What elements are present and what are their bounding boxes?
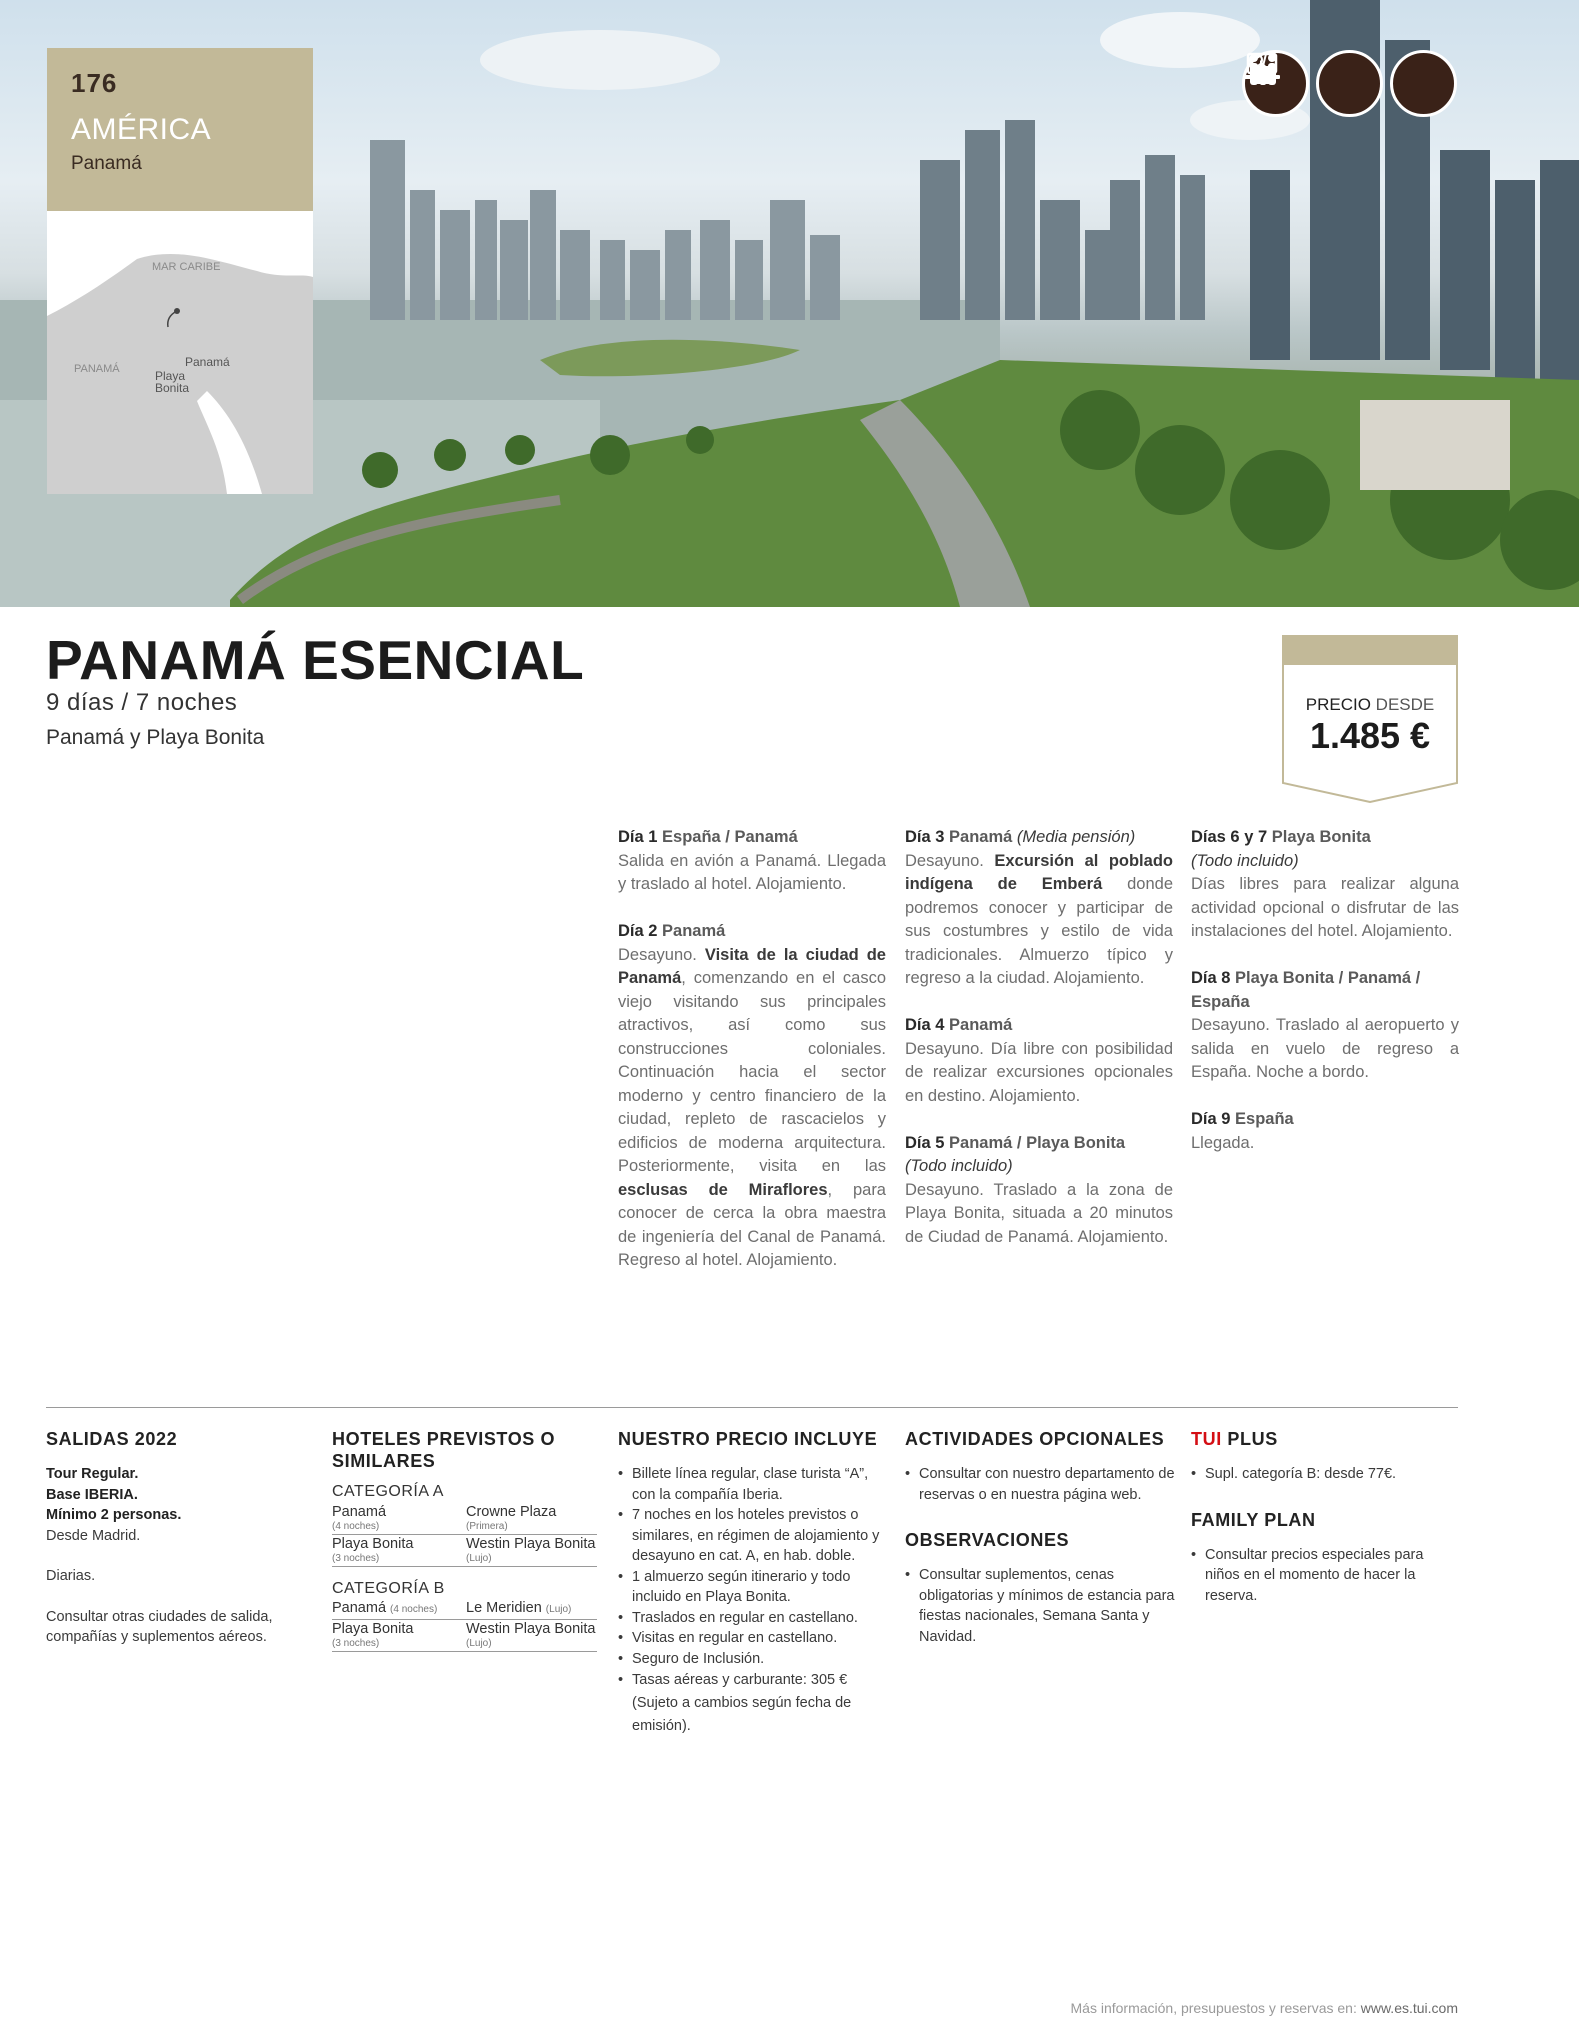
list-item: • 1 almuerzo según itinerario y todo incluido en Playa Bonita.: [618, 1567, 888, 1608]
itinerary-column-1: [618, 826, 886, 1296]
table-row: Playa Bonita (3 noches) Westin Playa Bonita (Lujo): [332, 1534, 597, 1566]
itinerary-day-8: Día 8 Playa Bonita / Panamá / España Desayuno. Traslado al aeropuerto y salida en vuelo de regreso a España. Noche a bordo.: [1191, 969, 1459, 1081]
family-icon: [1390, 50, 1457, 117]
trip-title: PANAMÁ ESENCIAL: [46, 629, 585, 691]
actividades-heading: ACTIVIDADES OPCIONALES: [905, 1429, 1165, 1449]
itinerary-column-3: [1191, 826, 1459, 1179]
location-map: [47, 211, 313, 494]
itinerary-column-2: [905, 826, 1173, 1273]
list-item: • Visitas en regular en castellano.: [618, 1628, 888, 1649]
map-label-playa-bonita: Playa Bonita: [155, 369, 190, 395]
footer-contact: Más información, presupuestos y reservas en: www.es.tui.com: [1070, 2000, 1458, 2016]
list-item: • Consultar precios especiales para niños en el momento de hacer la reserva.: [1191, 1545, 1461, 1607]
hoteles-heading: HOTELES PREVISTOS O SIMILARES: [332, 1429, 556, 1471]
itinerary-day-2: Día 2 Panamá Desayuno. Visita de la ciudad de Panamá, comenzando en el casco viejo visitando sus principales atractivos, así como sus construcciones coloniales. Continuación hacia el sector moderno y centro financiero de la ciudad, repleto de rascacielos y edificios de moderna arquitectura. Posteriormente, visita en las esclusas de Miraflores, para conocer de cerca la obra maestra de ingeniería del Canal de Panamá. Regreso al hotel. Alojamiento.: [618, 922, 886, 1269]
list-item: • Billete línea regular, clase turista “A”, con la compañía Iberia.: [618, 1464, 888, 1505]
footer-website-link[interactable]: www.es.tui.com: [1360, 2000, 1458, 2016]
list-item: • Consultar suplementos, cenas obligatorias y mínimos de estancia para fiestas nacionales, Semana Santa y Navidad.: [905, 1565, 1175, 1647]
itinerary-day-5: Día 5 Panamá / Playa Bonita (Todo incluido) Desayuno. Traslado a la zona de Playa Bonita, situada a 20 minutos de Ciudad de Panamá. Alojamiento.: [905, 1133, 1173, 1246]
list-item: • Seguro de Inclusión.: [618, 1649, 888, 1670]
table-row: Panamá (4 noches) Crowne Plaza (Primera): [332, 1503, 597, 1535]
family-plan-heading: FAMILY PLAN: [1191, 1509, 1316, 1530]
trip-route: Panamá y Playa Bonita: [46, 726, 265, 749]
panama-map-shape: [47, 211, 313, 494]
page-number: 176: [71, 68, 118, 98]
hotel-table-b: [332, 1599, 597, 1652]
hotel-category-a: CATEGORÍA A: [332, 1483, 444, 1500]
hotel-table-a: [332, 1503, 597, 1567]
list-item: • Consultar con nuestro departamento de reservas o en nuestra página web.: [905, 1464, 1175, 1505]
itinerary-day-3: Día 3 Panamá (Media pensión) Desayuno. Excursión al poblado indígena de Emberá donde podremos conocer y participar de sus costumbres y estilo de vida tradicionales. Almuerzo típico y regreso a la ciudad. Alojamiento.: [905, 828, 1173, 987]
price-label: PRECIO DESDE: [1305, 695, 1435, 714]
tuiplus-heading: TUI PLUS: [1191, 1429, 1278, 1449]
itinerary-day-1: Día 1 España / Panamá Salida en avión a Panamá. Llegada y traslado al hotel. Alojamiento.: [618, 828, 886, 893]
trip-duration: 9 días / 7 noches: [46, 689, 238, 716]
list-item: • Tasas aéreas y carburante: 305 € (Sujeto a cambios según fecha de emisión).: [618, 1669, 888, 1738]
hoteles-section: [332, 1428, 602, 1652]
actividades-section: [905, 1428, 1175, 1647]
section-divider: [46, 1407, 1458, 1408]
region-tag: [47, 48, 313, 211]
list-item: • Supl. categoría B: desde 77€.: [1191, 1464, 1461, 1485]
region-name: AMÉRICA: [71, 113, 212, 146]
incluye-heading: NUESTRO PRECIO INCLUYE: [618, 1429, 878, 1449]
map-label-country: PANAMÁ: [74, 363, 120, 375]
map-label-city-panama: Panamá: [185, 355, 230, 369]
map-label-sea: MAR CARIBE: [152, 261, 221, 273]
cocktail-all-inclusive-icon: [1316, 50, 1383, 117]
salidas-heading: SALIDAS 2022: [46, 1429, 178, 1449]
observaciones-heading: OBSERVACIONES: [905, 1530, 1070, 1550]
table-row: Panamá (4 noches) Le Meridien (Lujo): [332, 1599, 597, 1620]
price-badge: [1282, 635, 1458, 803]
itinerary-day-4: Día 4 Panamá Desayuno. Día libre con posibilidad de realizar excursiones opcionales en destino. Alojamiento.: [905, 1016, 1173, 1105]
table-row: Playa Bonita (3 noches) Westin Playa Bonita (Lujo): [332, 1620, 597, 1652]
itinerary-day-6-7: Días 6 y 7 Playa Bonita (Todo incluido) Días libres para realizar alguna actividad opcional o disfrutar de las instalaciones del hotel. Alojamiento.: [1191, 828, 1459, 940]
list-item: • 7 noches en los hoteles previstos o similares, en régimen de alojamiento y desayuno en cat. A, en hab. doble.: [618, 1505, 888, 1567]
price-value: 1.485 €: [1309, 715, 1431, 756]
list-item: • Traslados en regular en castellano.: [618, 1608, 888, 1629]
country-name: Panamá: [71, 153, 142, 174]
trip-feature-icons: [1242, 50, 1457, 117]
hero-photo-panama-city: [0, 0, 1579, 607]
incluye-section: [618, 1428, 888, 1738]
itinerary-day-9: Día 9 España Llegada.: [1191, 1110, 1294, 1152]
tuiplus-section: [1191, 1428, 1461, 1606]
salidas-section: SALIDAS 2022 Tour Regular. Base IBERIA. Mínimo 2 personas. Desde Madrid. Diarias. Consultar otras ciudades de salida, compañías y suplementos aéreos.: [46, 1428, 316, 1648]
hotel-category-b: CATEGORÍA B: [332, 1579, 445, 1597]
